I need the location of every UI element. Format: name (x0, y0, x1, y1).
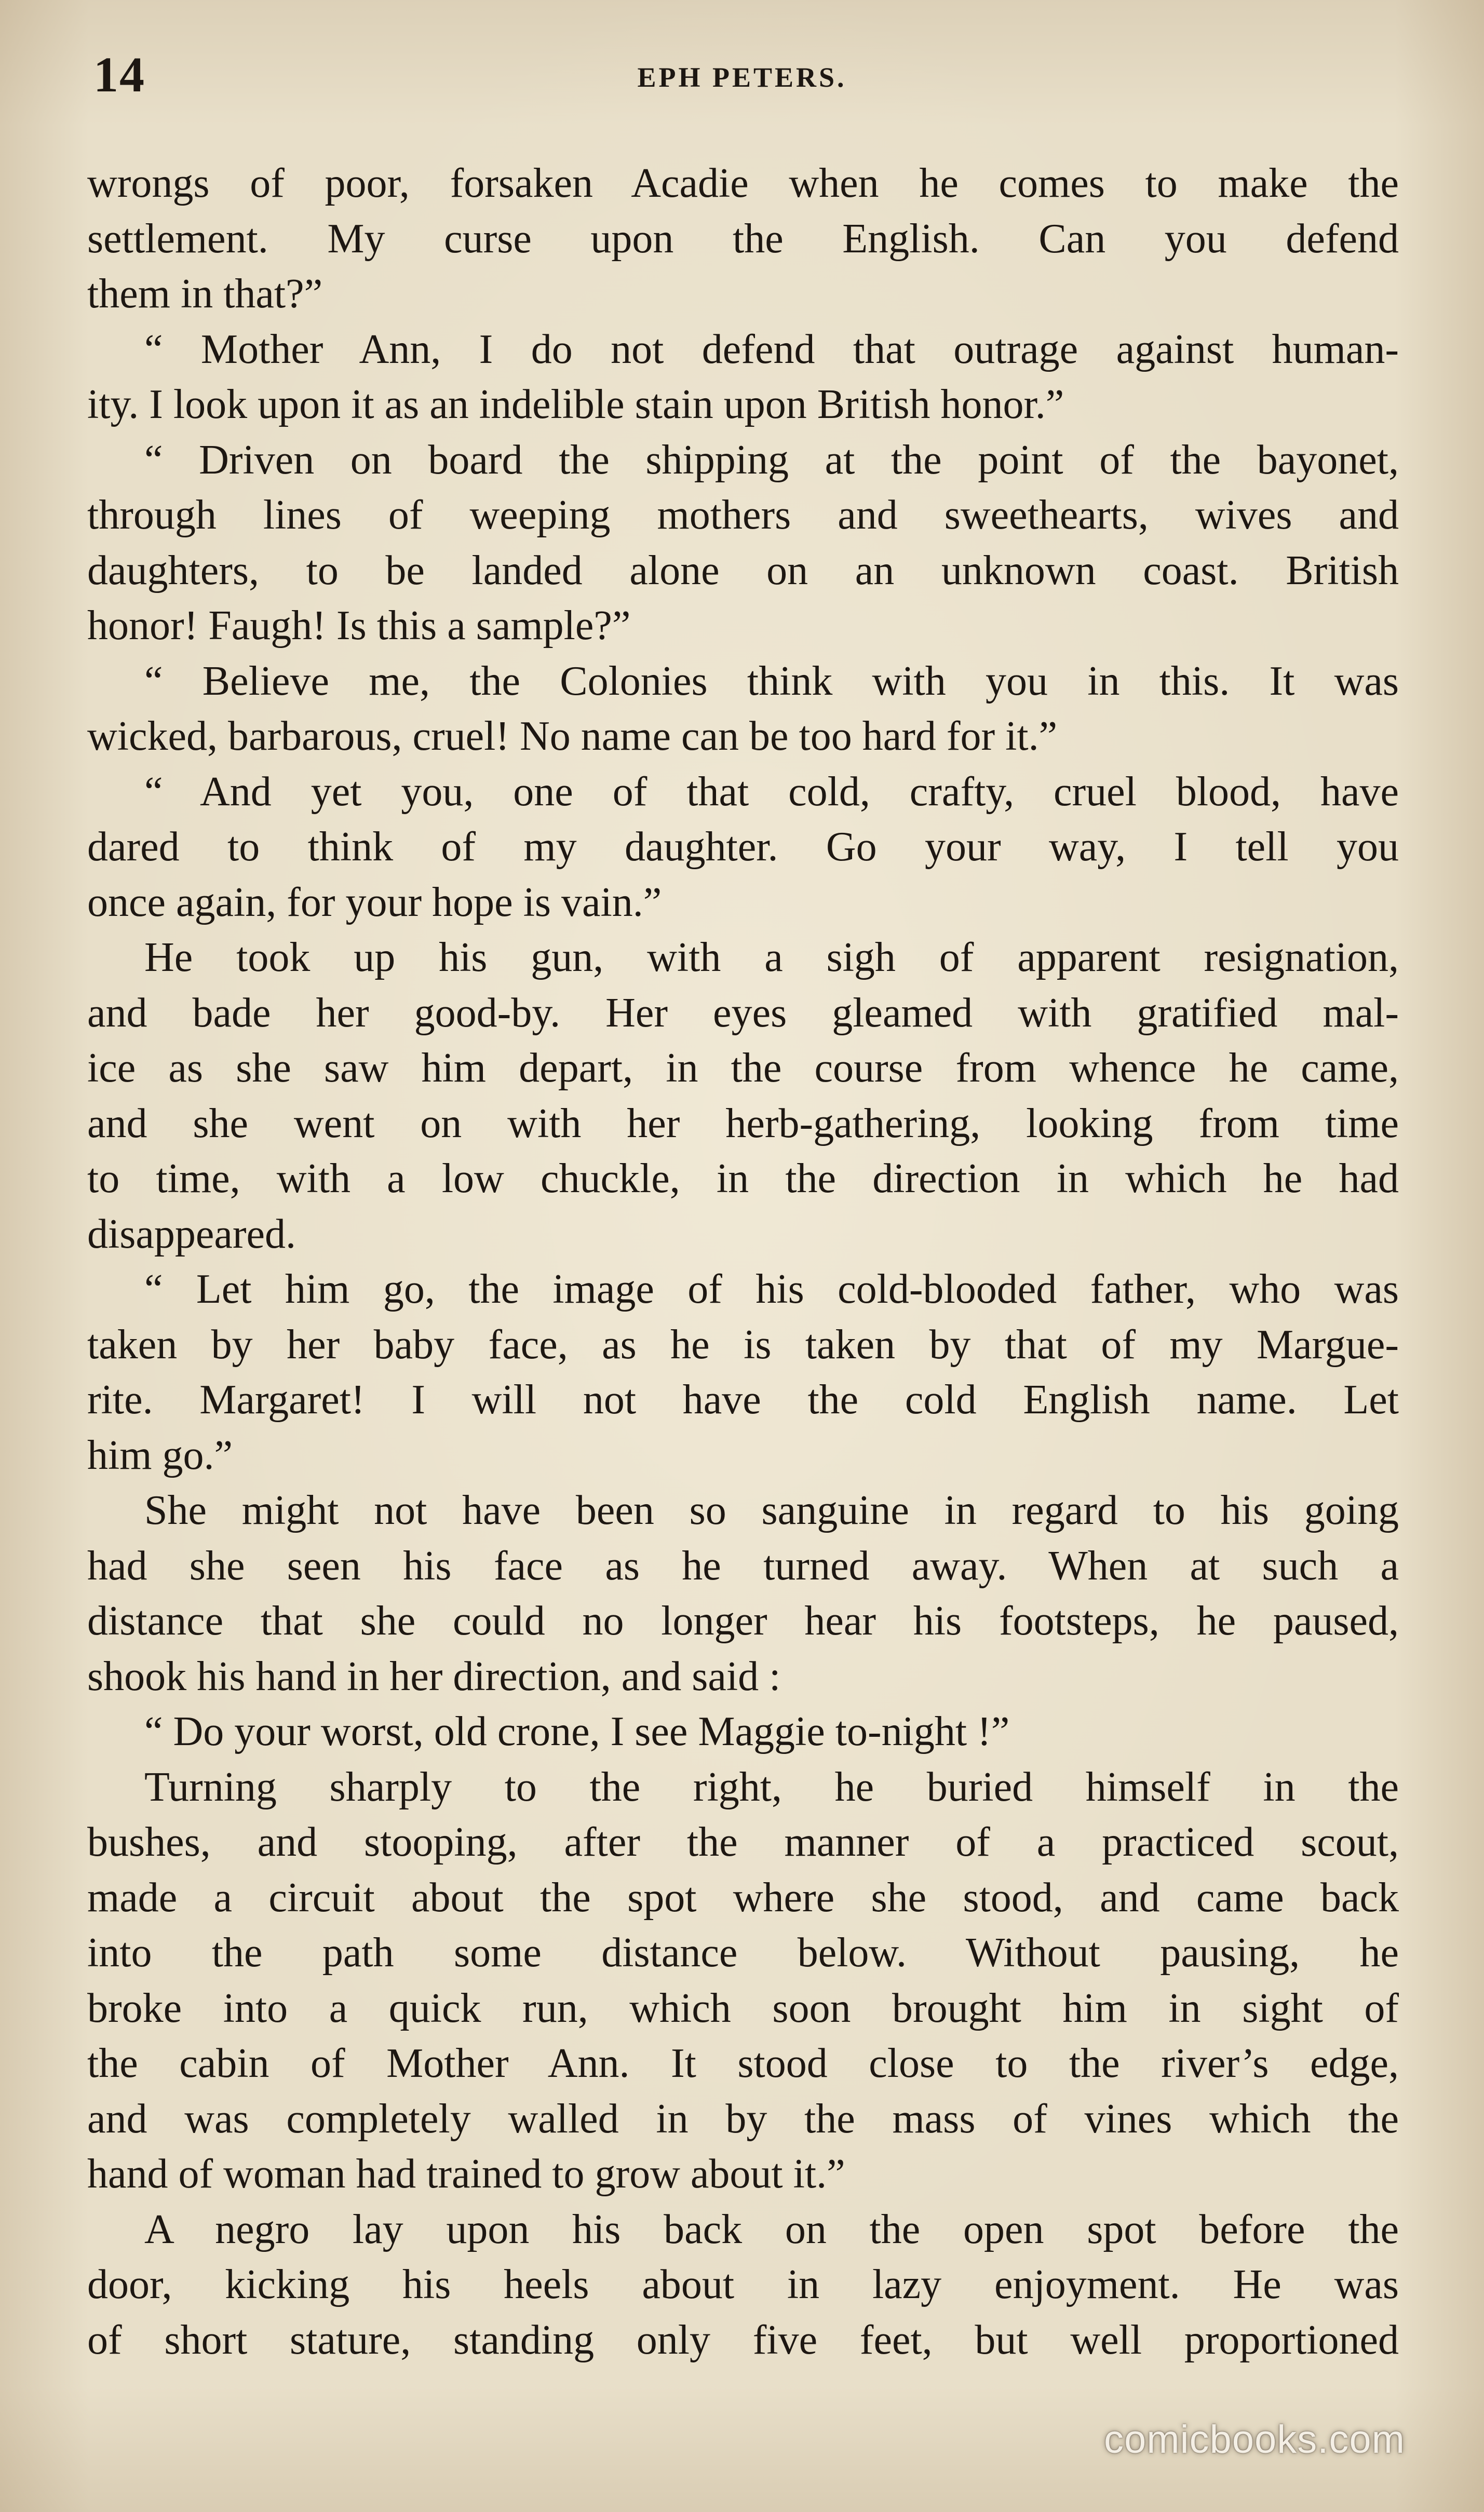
text-line: dared to think of my daughter. Go your way, I tell you (87, 824, 1399, 870)
text-line: settlement. My curse upon the English. Can you defend (87, 215, 1399, 262)
body-text (87, 156, 1399, 2368)
text-line: disappeared. (87, 1211, 296, 1257)
text-line: bushes, and stooping, after the manner of a practiced scout, (87, 1819, 1399, 1865)
page-number: 14 (93, 47, 145, 102)
text-line: shook his hand in her direction, and said : (87, 1653, 781, 1699)
text-line: into the path some distance below. Without pausing, he (87, 1930, 1399, 1976)
text-line: made a circuit about the spot where she stood, and came back (87, 1874, 1399, 1921)
text-line: “ And yet you, one of that cold, crafty, cruel blood, have (144, 768, 1399, 815)
text-line: wrongs of poor, forsaken Acadie when he comes to make the (87, 160, 1399, 206)
text-line: taken by her baby face, as he is taken by that of my Margue- (87, 1321, 1399, 1368)
text-line: and bade her good-by. Her eyes gleamed with gratified mal- (87, 990, 1399, 1036)
text-line: She might not have been so sanguine in regard to his going (144, 1488, 1399, 1533)
text-line: hand of woman had trained to grow about it.” (87, 2151, 845, 2197)
text-line: of short stature, standing only five feet, but well proportioned (87, 2317, 1399, 2363)
text-line: rite. Margaret! I will not have the cold English name. Let (87, 1377, 1399, 1423)
text-line: had she seen his face as he turned away. When at such a (87, 1543, 1399, 1589)
text-line: the cabin of Mother Ann. It stood close to the river’s edge, (87, 2041, 1399, 2086)
text-line: “ Mother Ann, I do not defend that outrage against human- (144, 326, 1399, 372)
text-line: to time, with a low chuckle, in the direction in which he had (87, 1156, 1399, 1201)
text-line: Turning sharply to the right, he buried himself in the (144, 1764, 1399, 1810)
text-line: them in that?” (87, 271, 323, 317)
text-line: “ Let him go, the image of his cold-blooded father, who was (144, 1266, 1399, 1312)
text-line: distance that she could no longer hear his footsteps, he paused, (87, 1598, 1399, 1644)
text-line: “ Do your worst, old crone, I see Maggie to-night !” (144, 1709, 1010, 1754)
text-line: “ Driven on board the shipping at the point of the bayonet, (144, 437, 1399, 483)
text-line: daughters, to be landed alone on an unknown coast. British (87, 547, 1399, 593)
text-line: ity. I look upon it as an indelible stain upon British honor.” (87, 382, 1064, 427)
text-line: once again, for your hope is vain.” (87, 879, 662, 925)
text-line: “ Believe me, the Colonies think with you in this. It was (144, 658, 1399, 704)
text-line: A negro lay upon his back on the open spot before the (144, 2206, 1399, 2252)
text-line: through lines of weeping mothers and sweethearts, wives and (87, 492, 1399, 538)
text-line: broke into a quick run, which soon brought him in sight of (87, 1985, 1399, 2031)
watermark: comicbooks.com (1104, 2418, 1405, 2462)
text-line: and she went on with her herb-gathering, looking from time (87, 1100, 1399, 1146)
text-line: He took up his gun, with a sigh of apparent resignation, (144, 935, 1399, 980)
text-line: ice as she saw him depart, in the course from whence he came, (87, 1045, 1399, 1091)
text-line: him go.” (87, 1432, 233, 1478)
text-line: door, kicking his heels about in lazy enjoyment. He was (87, 2262, 1399, 2307)
text-line: and was completely walled in by the mass of vines which the (87, 2096, 1399, 2142)
text-line: honor! Faugh! Is this a sample?” (87, 603, 631, 649)
text-line: wicked, barbarous, cruel! No name can be too hard for it.” (87, 713, 1058, 759)
running-head: EPH PETERS. (637, 62, 847, 93)
